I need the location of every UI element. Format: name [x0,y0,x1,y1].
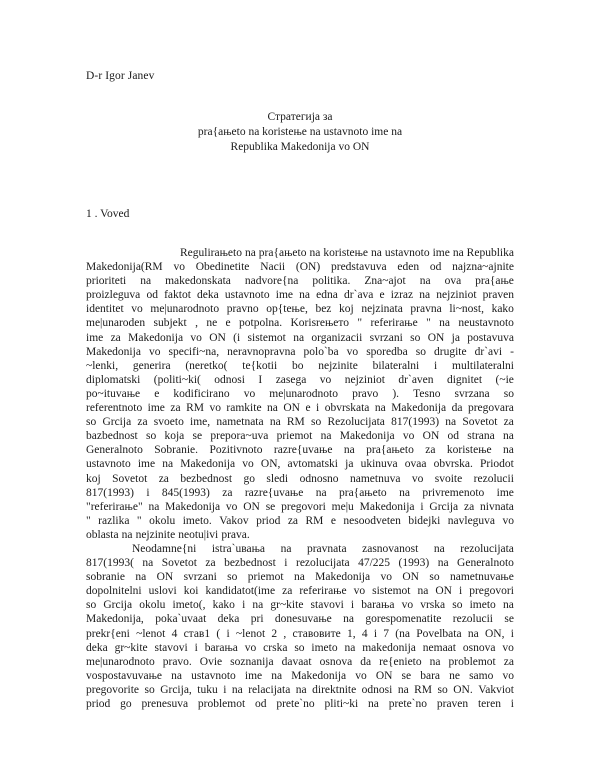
paragraph-1-line: "referiraње" na Makedonija vo ON se pregovori me|u Makedonija i Grcija za nivnata [86,500,514,513]
paragraph-2-line: pregovorite so Grcija, tuku i na relacijata na direktnite odnosi na RM so ON. Vakviot [86,683,514,696]
paragraph-2-line: dopolnitelni uslovi koi kandidatot(ime za referiraње vo sistemot na ON i pregovori [86,585,514,598]
paragraph-2-line: Neodamne{ni istra`uвања na pravnata zasnovanost na rezolucijata [132,542,514,555]
paragraph-1-line: referentnoto ime za RM vo ramkite na ON e i obvrskata na Makedonija da pregovara [86,402,514,415]
paragraph-1-line: oblasta na nejzinite neotu|ivi prava. [86,528,250,541]
author-name: D-r Igor Janev [86,70,155,82]
paragraph-1-line: diplomatski (politi~ki( odnosi I zasega vo nejziniot dr`aven dignitet (~ie [86,373,514,386]
paragraph-1-line: ime za Makedonija vo ON (i sistemot na organizacii svrzani so ON ja postavuva [86,331,514,344]
section-heading: 1 . Voved [86,208,130,220]
paragraph-2-line: so Grcija okolu imeto(, kako i na gr~kite stavovi i baraња vo vrska so imeto na [86,599,514,612]
paragraph-1-line: 817(1993) i 845(1993) za razre{uvaње na pra{ањеto na privremenoto ime [86,486,514,499]
paragraph-1-line: prioriteti na makedonskata nadvore{na politika. Zna~ajot na ova pra{ање [86,275,514,288]
paragraph-1-line: proizleguva od faktot deka ustavnoto ime na edna dr`ava e izraz na nejziniot praven [86,289,514,302]
paragraph-1-line: Makedonija vo specifi~na, neravnopravna polo`ba vo sporedba so drugite dr`avi - [86,345,514,358]
paragraph-2-line: priod go prenesuva problemot od prete`no pliti~ki na prete`no praven teren i [86,698,514,710]
body-text [86,246,514,711]
paragraph-1-line: Makedonija(RM vo Obedinetite Nacii (ON) predstavuva eden od najzna~ajnite [86,261,514,274]
paragraph-1-line: so Grcija za svoeto ime, nametnata na RM so Rezolucijata 817(1993) na Sovetot za [86,416,514,429]
paragraph-1-line: me|unaroden subjekt , ne e potpolna. Korisreњето " referiraње " na neustavnoto [86,317,514,330]
paragraph-2-line: sobranie na ON svrzani so priemot na Makedonija vo ON so nametnuvaње [86,571,514,584]
paragraph-2-line: 817(1993( na Sovetot za bezbednost i rezolucijata 47/225 (1993) na Generalnoto [86,557,514,570]
paragraph-2-line: prekr{eni ~lenot 4 став1 ( i ~lenot 2 , ставовите 1, 4 i 7 (na Povelbata na ON, i [86,627,514,640]
paragraph-1-line: koj Sovetot za bezbednost go sledi odnosno nametnuva vo svoite rezolucii [86,472,514,485]
paragraph-1-line: Regulirањеto na pra{ањеto na koristeње na ustavnoto ime na Republika [180,247,514,259]
paragraph-2-line: Makedonija, poka`uvaat deka pri donesuvaње na gorespomenatite rezolucii se [86,613,514,626]
document-title [120,110,480,155]
paragraph-1-line: ustavnoto ime na Makedonija vo ON, avtomatski ja ukinuva ovaa obvrska. Priodot [86,458,514,471]
paragraph-1-line: Generalnoto Sobranie. Pozitivnoto razre{uvaње na pra{ањеto za koristeње na [86,444,514,457]
paragraph-1-line: bazbednost so koja se prepora~uva priemot na Makedonija vo ON od strana na [86,430,514,443]
paragraph-1-line: " razlika " okolu imeto. Vakov priod za RM e nesoodveten bidejki navleguva vo [86,514,514,527]
paragraph-2-line: deka gr~kite stavovi i baraња vo crska so imeto na makedonija nemaat osnova vo [86,641,514,654]
paragraph-1-line: ~lenki, generira (neretko( te{kotii bo nejzinite bilateralni i multilateralni [86,359,514,372]
paragraph-2-line: vospostavuvaње na ustavnoto ime na Makedonija vo ON se bara ne samo vo [86,669,514,682]
title-line-3: Republika Makedonija vo ON [230,141,370,153]
paragraph-2-line: me|unarodnoto pravo. Ovie soznanija davaat osnova da re{enieto na problemot za [86,655,514,668]
title-line-2: pra{ањеto na koristeње na ustavnoto ime na [197,126,403,138]
paragraph-1-line: po~ituvaње e kodificirano vo me|unarodnoto pravo ). Tesno svrzana so [86,387,514,400]
paragraph-1-line: identitet vo me|unarodnoto pravno op{teње, bez koj nejzinata pravna li~nost, kako [86,303,514,316]
title-line-1: Стратегија за [267,111,333,123]
